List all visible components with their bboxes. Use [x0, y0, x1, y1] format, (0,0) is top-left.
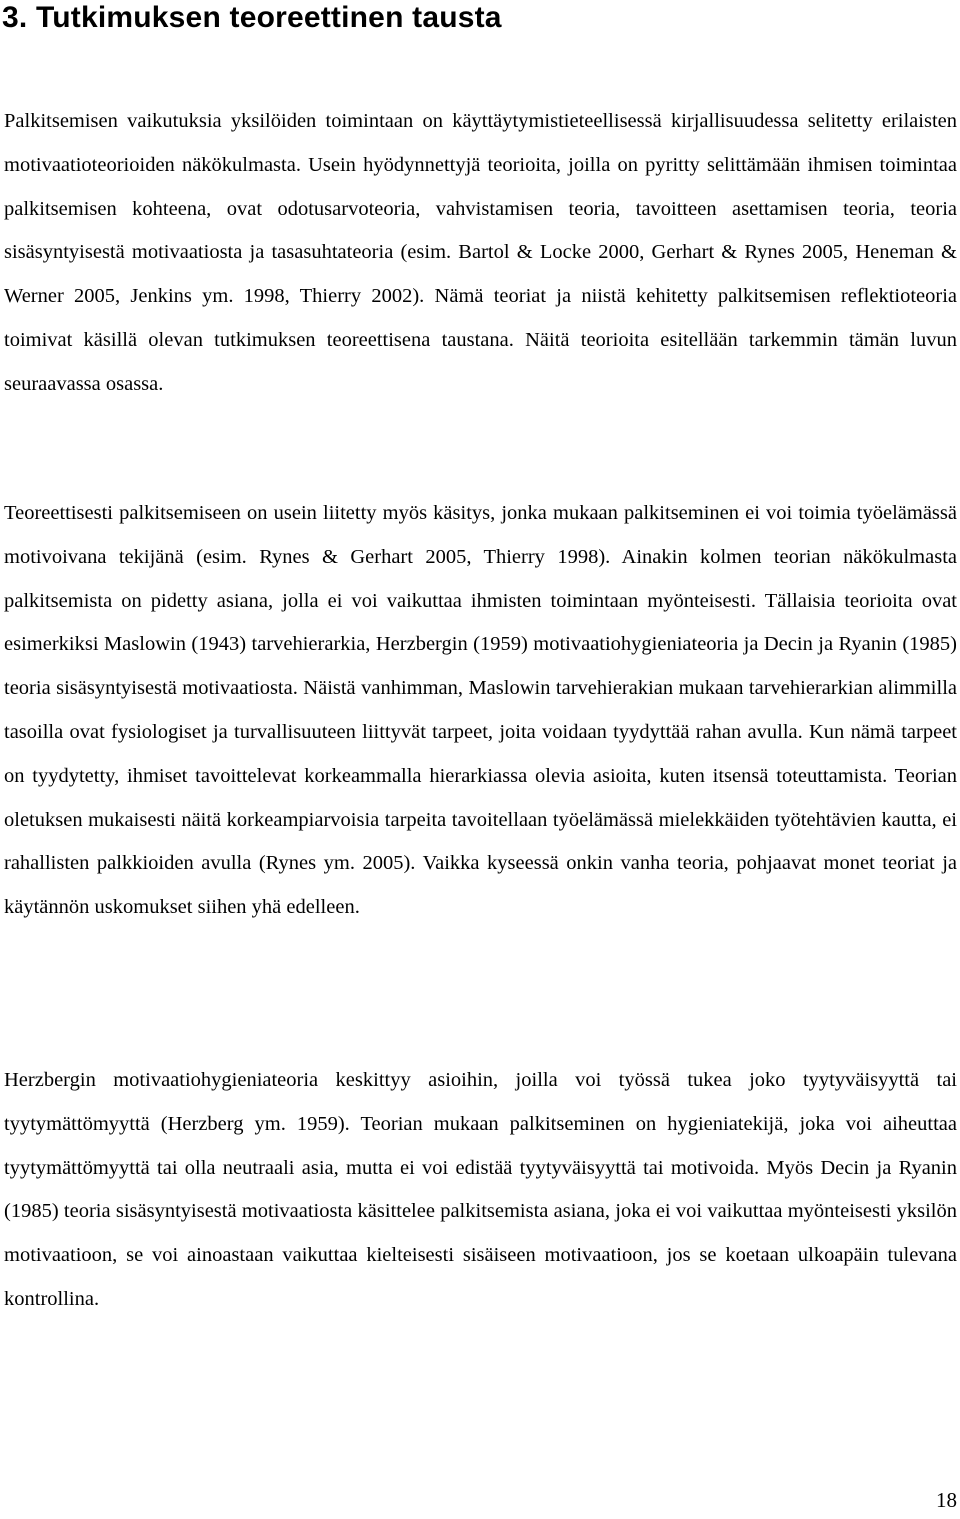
page-number: 18	[936, 1488, 957, 1512]
section-heading: 3. Tutkimuksen teoreettinen tausta	[2, 1, 502, 34]
paragraph-2: Teoreettisesti palkitsemiseen on usein liitetty myös käsitys, jonka mukaan palkitseminen ei voi toimia työelämässä motivoivana tekijänä (esim. Rynes & Gerhart 2005, Thierry 1998). Ainakin kolmen teorian näkökulmasta palkitsemista on pidetty asiana, jolla ei voi vaikuttaa ihmisten toimintaan myönteisesti. Tällaisia teorioita ovat esimerkiksi Maslowin (1943) tarvehierarkia, Herzbergin (1959) motivaatiohygieniateoria ja Decin ja Ryanin (1985) teoria sisäsyntyisestä motivaatiosta. Näistä vanhimman, Maslowin tarvehierakian mukaan tarvehierarkian alimmilla tasoilla ovat fysiologiset ja turvallisuuteen liittyvät tarpeet, joita voidaan tyydyttää rahan avulla. Kun nämä tarpeet on tyydytetty, ihmiset tavoittelevat korkeammalla hierarkiassa olevia asioita, kuten itsensä toteuttamista. Teorian oletuksen mukaisesti näitä korkeampiarvoisia tarpeita tavoitellaan työelämässä mielekkäiden työtehtävien kautta, ei rahallisten palkkioiden avulla (Rynes ym. 2005). Vaikka kyseessä onkin vanha teoria, pohjaavat monet teoriat ja käytännön uskomukset siihen yhä edelleen.	[4, 502, 957, 919]
paragraph-3: Herzbergin motivaatiohygieniateoria keskittyy asioihin, joilla voi työssä tukea joko tyytyväisyyttä tai tyytymättömyyttä (Herzberg ym. 1959). Teorian mukaan palkitseminen on hygieniatekijä, joka voi aiheuttaa tyytymättömyyttä tai olla neutraali asia, mutta ei voi edistää tyytyväisyyttä tai motivoida. Myös Decin ja Ryanin (1985) teoria sisäsyntyisestä motivaatiosta käsittelee palkitsemista asiana, joka ei voi vaikuttaa myönteisesti yksilön motivaatioon, se voi ainoastaan vaikuttaa kielteisesti sisäiseen motivaatioon, jos se koetaan ulkoapäin tulevana kontrollina.	[4, 1069, 957, 1310]
paragraph-1: Palkitsemisen vaikutuksia yksilöiden toimintaan on käyttäytymistieteellisessä kirjallisuudessa selitetty erilaisten motivaatioteorioiden näkökulmasta. Usein hyödynnettyjä teorioita, joilla on pyritty selittämään ihmisen toimintaa palkitsemisen kohteena, ovat odotusarvoteoria, vahvistamisen teoria, tavoitteen asettamisen teoria, teoria sisäsyntyisestä motivaatiosta ja tasasuhtateoria (esim. Bartol & Locke 2000, Gerhart & Rynes 2005, Heneman & Werner 2005, Jenkins ym. 1998, Thierry 2002). Nämä teoriat ja niistä kehitetty palkitsemisen reflektioteoria toimivat käsillä olevan tutkimuksen teoreettisena taustana. Näitä teorioita esitellään tarkemmin tämän luvun seuraavassa osassa.	[4, 110, 957, 395]
